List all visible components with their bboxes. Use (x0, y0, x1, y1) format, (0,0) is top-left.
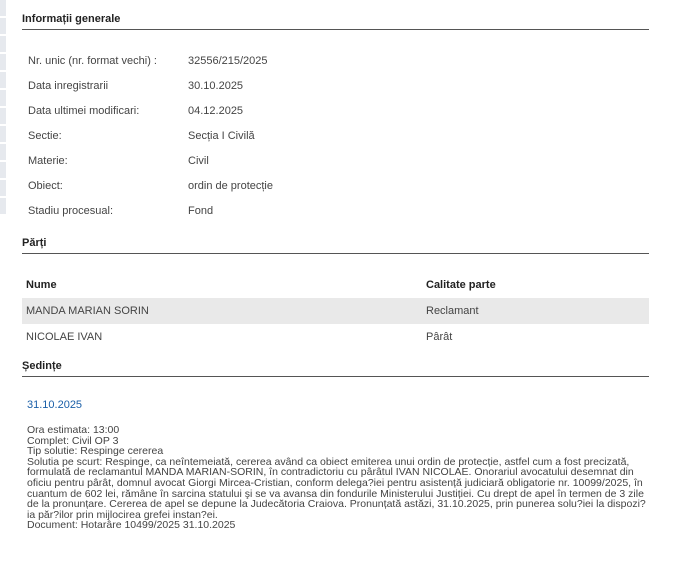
session-details (27, 425, 652, 531)
info-row (22, 173, 649, 198)
info-row (22, 198, 649, 223)
section-title-info: Informații generale (22, 13, 649, 30)
left-strip (0, 0, 6, 570)
session-document: Document: Hotarâre 10499/2025 31.10.2025 (27, 519, 236, 532)
session-solution-type: Tip solutie: Respinge cererea (27, 445, 164, 458)
info-label: Data inregistrarii (28, 79, 109, 92)
info-table (22, 48, 649, 223)
info-row (22, 148, 649, 173)
info-value: 30.10.2025 (188, 79, 244, 92)
info-value: ordin de protecție (188, 179, 273, 192)
info-row (22, 73, 649, 98)
parti-header-row (22, 272, 649, 298)
section-title-parti: Părți (22, 237, 649, 254)
table-row (22, 298, 649, 324)
column-header-role: Calitate parte (426, 279, 496, 291)
info-label: Stadiu procesual: (28, 204, 113, 217)
info-label: Sectie: (28, 129, 62, 142)
info-row (22, 48, 649, 73)
info-value: 32556/215/2025 (188, 54, 268, 67)
session-date-link[interactable]: 31.10.2025 (27, 399, 83, 411)
column-header-name: Nume (26, 279, 57, 291)
info-row (22, 123, 649, 148)
info-label: Obiect: (28, 179, 63, 192)
party-name: MANDA MARIAN SORIN (26, 305, 149, 317)
party-role: Pârât (426, 331, 453, 343)
info-value: 04.12.2025 (188, 104, 244, 117)
info-value: Civil (188, 154, 209, 167)
info-label: Nr. unic (nr. format vechi) : (28, 54, 157, 67)
info-value: Fond (188, 204, 214, 217)
session-solution-summary: Solutia pe scurt: Respinge, ca neîntemeiată, cererea având ca obiect emiterea unui ordin de protecție, astfel cum a fost precizată, formulată de reclamantul MANDA MARIAN-SORIN, în contradictoriu cu pârâtul IVAN NICOLAE. Onorariul avocatului desemnat din oficiu pentru pârât, domnul avocat Giorgi Mircea-Cristian, conform delega?iei pentru asistență judiciară obligatorie nr. 10099/2025, în cuantum de 602 lei, rămâne în sarcina statului şi se va avansa din fondurile Ministerului Justiției. Cu drept de apel în termen de 3 zile de la pronunțare. Cererea de apel se depune la Judecătoria Craiova. Pronunțată astăzi, 31.10.2025, prin punerea solu?iei la dispozi?ia păr?ilor prin mijlocirea grefei instan?ei. (27, 455, 646, 521)
table-row (22, 324, 649, 350)
session-time: Ora estimata: 13:00 (27, 424, 120, 436)
parti-table (22, 272, 649, 350)
info-label: Data ultimei modificari: (28, 104, 140, 117)
info-row (22, 98, 649, 123)
section-title-sedinte: Ședințe (22, 360, 649, 377)
party-name: NICOLAE IVAN (26, 331, 103, 343)
info-value: Secția I Civilă (188, 129, 255, 142)
party-role: Reclamant (426, 305, 479, 317)
session-panel: Complet: Civil OP 3 (27, 434, 119, 447)
info-label: Materie: (28, 154, 68, 167)
